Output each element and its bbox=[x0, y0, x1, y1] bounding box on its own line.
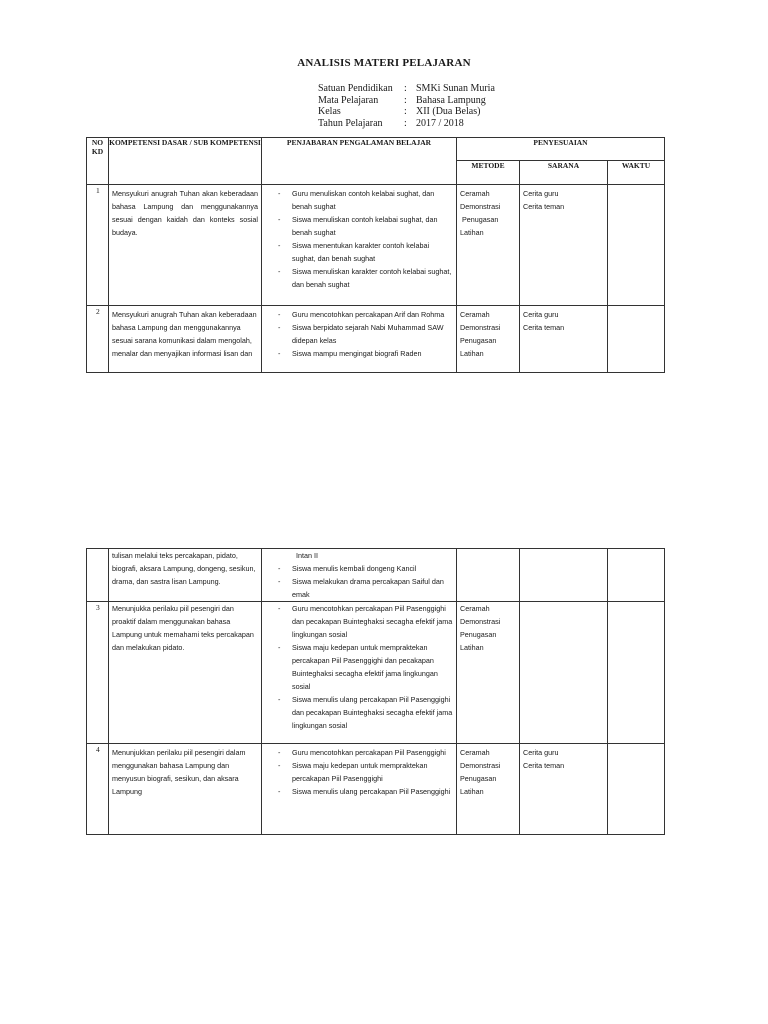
sarana-cell bbox=[520, 549, 608, 602]
row-number: 1 bbox=[87, 185, 109, 306]
document-title: ANALISIS MATERI PELAJARAN bbox=[297, 57, 471, 69]
table-row bbox=[87, 602, 665, 744]
analysis-table-bottom bbox=[86, 548, 665, 835]
list-item: - Siswa menulis ulang percakapan Piil Pasenggighi bbox=[266, 785, 454, 798]
metode-item: Demonstrasi bbox=[460, 761, 501, 770]
meta-value: XII (Dua Belas) bbox=[416, 106, 481, 117]
metode-item: Latihan bbox=[460, 349, 484, 358]
metode-cell bbox=[457, 744, 520, 835]
table-row bbox=[87, 744, 665, 835]
analysis-table-top bbox=[86, 137, 665, 373]
header-penjabaran: PENJABARAN PENGALAMAN BELAJAR bbox=[262, 138, 457, 185]
document-meta bbox=[318, 83, 495, 129]
meta-label: Kelas bbox=[318, 106, 341, 117]
metode-item: Ceramah bbox=[460, 189, 490, 198]
metode-item: Demonstrasi bbox=[460, 323, 501, 332]
list-item: - Siswa menuliskan karakter contoh kelabai sughat, dan benah sughat bbox=[266, 265, 454, 291]
meta-row-tahun bbox=[318, 118, 495, 130]
meta-colon: : bbox=[404, 83, 407, 94]
metode-item: Penugasan bbox=[460, 630, 497, 639]
metode-item: Penugasan bbox=[460, 215, 499, 224]
meta-value: Bahasa Lampung bbox=[416, 94, 486, 106]
list-item: - Siswa menulis ulang percakapan Piil Pasenggighi dan pecakapan Buinteghaksi secagha efektif jama lingkungan sosial bbox=[266, 693, 454, 732]
meta-value: SMKi Sunan Muria bbox=[416, 83, 495, 94]
metode-item: Latihan bbox=[460, 228, 484, 237]
metode-item: Penugasan bbox=[460, 774, 497, 783]
sarana-cell bbox=[520, 602, 608, 744]
meta-value: 2017 / 2018 bbox=[416, 117, 464, 129]
penjabaran-cell bbox=[262, 744, 457, 835]
table-row bbox=[87, 306, 665, 373]
penjabaran-cell bbox=[262, 185, 457, 306]
activity-list bbox=[262, 562, 456, 601]
metode-item: Ceramah bbox=[460, 310, 490, 319]
meta-label: Satuan Pendidikan bbox=[318, 83, 393, 94]
header-sarana: SARANA bbox=[520, 161, 608, 185]
metode-cell bbox=[457, 549, 520, 602]
metode-item: Latihan bbox=[460, 643, 484, 652]
row-number: 3 bbox=[87, 602, 109, 744]
waktu-cell bbox=[608, 744, 665, 835]
waktu-cell bbox=[608, 306, 665, 373]
sarana-item: Cerita teman bbox=[523, 761, 565, 770]
list-item: - Guru menuliskan contoh kelabai sughat, dan benah sughat bbox=[266, 187, 454, 213]
metode-item: Penugasan bbox=[460, 336, 497, 345]
list-item: - Guru mencotohkan percakapan Piil Pasenggighi bbox=[266, 746, 454, 759]
waktu-cell bbox=[608, 602, 665, 744]
sarana-item: Cerita guru bbox=[523, 310, 559, 319]
list-item: - Siswa melakukan drama percakapan Saiful dan emak bbox=[266, 575, 454, 601]
metode-item: Latihan bbox=[460, 787, 484, 796]
row-number: 2 bbox=[87, 306, 109, 373]
sarana-cell bbox=[520, 185, 608, 306]
penjabaran-cell bbox=[262, 549, 457, 602]
sarana-item: Cerita guru bbox=[523, 189, 559, 198]
row-number: 4 bbox=[87, 744, 109, 835]
waktu-cell bbox=[608, 185, 665, 306]
kd-cell: Menunjukka perilaku piil pesengiri dan proaktif dalam menggunakan bahasa Lampung untuk memahami teks percakapan dan melakukan pidato. bbox=[109, 602, 262, 744]
penjabaran-cell bbox=[262, 306, 457, 373]
header-row bbox=[87, 138, 665, 161]
list-item: - Siswa maju kedepan untuk mempraktekan percakapan Piil Pasenggighi dan pecakapan Buinteghaksi secagha efektif jama lingkungan sosial bbox=[266, 641, 454, 693]
table-row bbox=[87, 185, 665, 306]
meta-row-mapel bbox=[318, 95, 495, 107]
meta-colon: : bbox=[404, 106, 407, 117]
header-kompetensi-dasar: KOMPETENSI DASAR / SUB KOMPETENSI bbox=[109, 138, 262, 185]
metode-cell bbox=[457, 602, 520, 744]
kd-cell: Menunjukkan perilaku piil pesengiri dalam menggunakan bahasa Lampung dan menyusun biografi, sesikun, dan aksara Lampung bbox=[109, 744, 262, 835]
row-number bbox=[87, 549, 109, 602]
list-item: - Siswa menulis kembali dongeng Kancil bbox=[266, 562, 454, 575]
table-row bbox=[87, 549, 665, 602]
penjabaran-cell bbox=[262, 602, 457, 744]
metode-cell bbox=[457, 185, 520, 306]
list-item: - Siswa berpidato sejarah Nabi Muhammad SAW didepan kelas bbox=[266, 321, 454, 347]
kd-cell: tulisan melalui teks percakapan, pidato, biografi, aksara Lampung, dongeng, sesikun, drama, dan sastra lisan Lampung. bbox=[109, 549, 262, 602]
meta-colon: : bbox=[404, 94, 407, 106]
header-penyesuaian: PENYESUAIAN bbox=[457, 138, 665, 161]
continued-text: Intan II bbox=[296, 551, 318, 560]
list-item: - Guru mencotohkan percakapan Piil Pasenggighi dan pecakapan Buinteghaksi secagha efektif jama lingkungan sosial bbox=[266, 602, 454, 641]
metode-item: Ceramah bbox=[460, 604, 490, 613]
header-no-kd: NO KD bbox=[87, 138, 109, 185]
meta-row-kelas bbox=[318, 106, 495, 118]
meta-label: Mata Pelajaran bbox=[318, 94, 379, 106]
sarana-item: Cerita guru bbox=[523, 748, 559, 757]
list-item: - Guru mencotohkan percakapan Arif dan Rohma bbox=[266, 308, 454, 321]
activity-list bbox=[262, 185, 456, 291]
metode-item: Demonstrasi bbox=[460, 617, 501, 626]
list-item: - Siswa menentukan karakter contoh kelabai sughat, dan benah sughat bbox=[266, 239, 454, 265]
header-metode: METODE bbox=[457, 161, 520, 185]
activity-list bbox=[262, 306, 456, 360]
kd-cell: Mensyukuri anugrah Tuhan akan keberadaan bahasa Lampung dan menggunakannya sesuai sarana komunikasi dalam mengolah, menalar dan menyajikan informasi lisan dan bbox=[109, 306, 262, 373]
meta-label: Tahun Pelajaran bbox=[318, 117, 383, 129]
sarana-item: Cerita teman bbox=[523, 202, 565, 211]
waktu-cell bbox=[608, 549, 665, 602]
list-item: - Siswa mampu mengingat biografi Raden bbox=[266, 347, 454, 360]
metode-item: Demonstrasi bbox=[460, 202, 501, 211]
sarana-cell bbox=[520, 306, 608, 373]
activity-list bbox=[262, 744, 456, 798]
header-waktu: WAKTU bbox=[608, 161, 665, 185]
list-item: - Siswa maju kedepan untuk mempraktekan percakapan Piil Pasenggighi bbox=[266, 759, 454, 785]
metode-cell bbox=[457, 306, 520, 373]
sarana-cell bbox=[520, 744, 608, 835]
meta-colon: : bbox=[404, 117, 407, 129]
sarana-item: Cerita teman bbox=[523, 323, 565, 332]
metode-item: Ceramah bbox=[460, 748, 490, 757]
list-item: - Siswa menuliskan contoh kelabai sughat, dan benah sughat bbox=[266, 213, 454, 239]
kd-cell: Mensyukuri anugrah Tuhan akan keberadaan bahasa Lampung dan menggunakannya sesuai dengan kaidah dan konteks sosial budaya. bbox=[109, 185, 262, 306]
activity-list bbox=[262, 602, 456, 732]
meta-row-satuan bbox=[318, 83, 495, 95]
